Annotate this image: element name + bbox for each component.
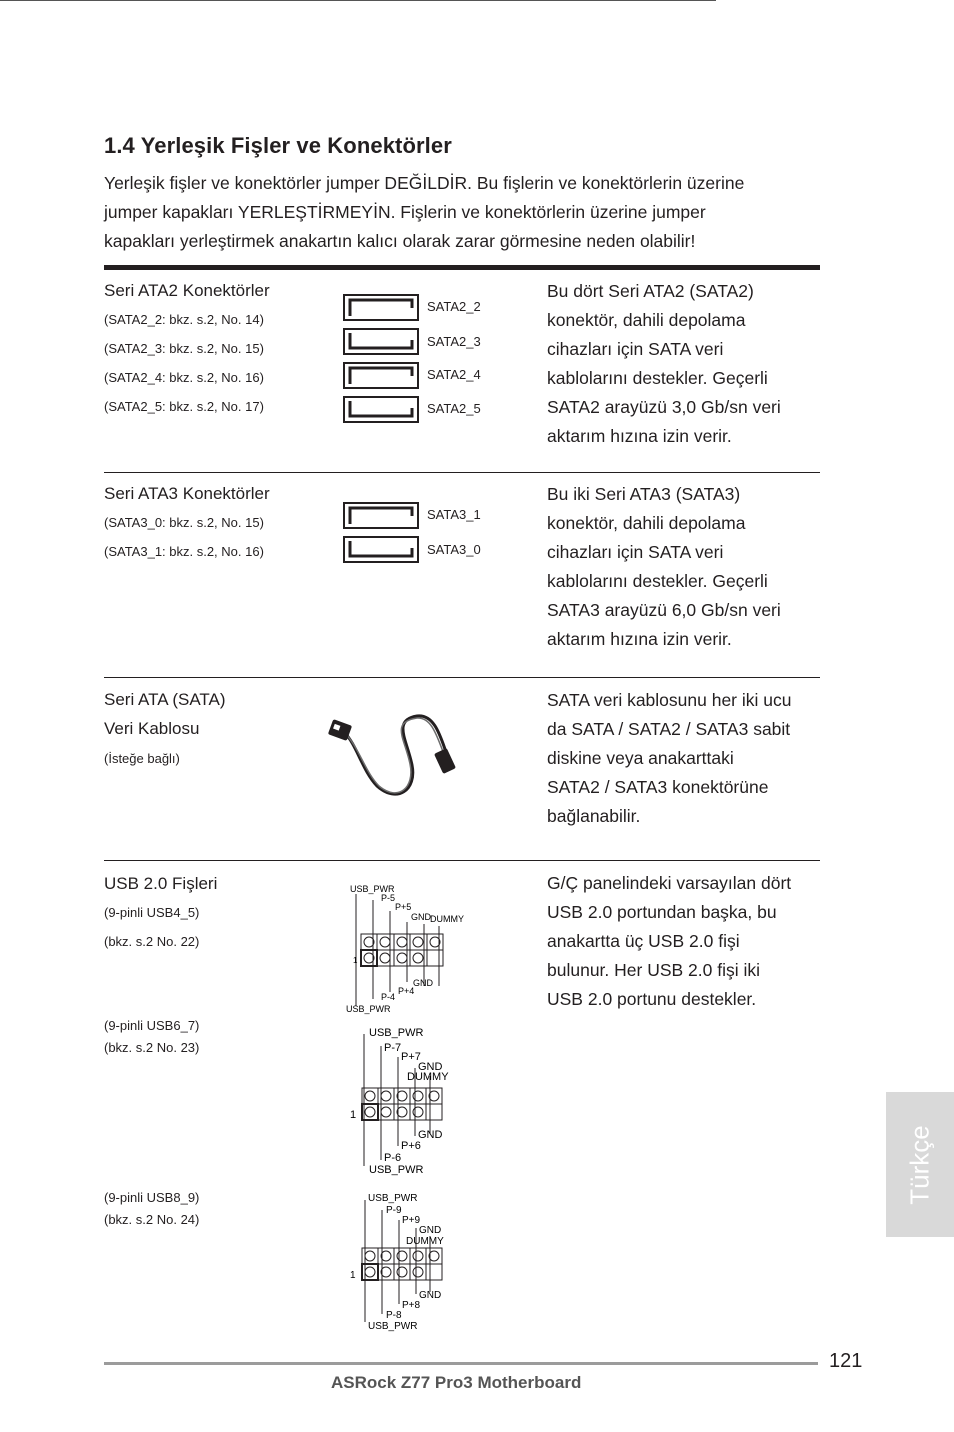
sata-connector-icon <box>344 329 418 354</box>
pin-label: GND <box>418 1061 443 1073</box>
desc-line: da SATA / SATA2 / SATA3 sabit <box>547 719 791 739</box>
sata2-title: Seri ATA2 Konektörler <box>104 281 270 300</box>
pin-label: P+7 <box>401 1051 421 1063</box>
cable-optional: (İsteğe bağlı) <box>104 751 180 766</box>
pin-label: P+8 <box>402 1300 421 1311</box>
desc-line: konektör, dahili depolama <box>547 310 746 330</box>
sata3-description <box>547 480 781 654</box>
pin-label: DUMMY <box>406 1236 444 1247</box>
sata-cable-icon <box>322 700 462 805</box>
sata2-ref: (SATA2_3: bkz. s.2, No. 15) <box>104 341 264 356</box>
usb-header-diagram-1 <box>344 882 479 1017</box>
section-title: 1.4 Yerleşik Fişler ve Konektörler <box>104 133 452 158</box>
section-divider <box>104 265 820 270</box>
pin-label: DUMMY <box>407 1071 449 1083</box>
desc-line: bağlanabilir. <box>547 806 641 826</box>
usb-ref-label: (bkz. s.2 No. 24) <box>104 1212 200 1227</box>
pin-label: GND <box>419 1225 442 1236</box>
pin-label: GND <box>419 1290 442 1301</box>
port-label: SATA3_0 <box>427 542 481 557</box>
top-rule <box>0 0 716 1</box>
desc-line: anakartta üç USB 2.0 fişi <box>547 931 740 951</box>
intro-line: jumper kapakları YERLEŞTİRMEYİN. Fişlerin ve konektörlerin üzerine jumper <box>104 202 706 222</box>
port-label: SATA3_1 <box>427 507 481 522</box>
port-label: SATA2_3 <box>427 334 481 349</box>
row-divider <box>104 472 820 473</box>
desc-line: SATA2 arayüzü 3,0 Gb/sn veri <box>547 397 781 417</box>
desc-line: SATA2 / SATA3 konektörüne <box>547 777 769 797</box>
sata2-ref: (SATA2_2: bkz. s.2, No. 14) <box>104 312 264 327</box>
desc-line: Bu iki Seri ATA3 (SATA3) <box>547 484 741 504</box>
pin-label: P-5 <box>381 893 396 903</box>
usb-title: USB 2.0 Fişleri <box>104 874 218 893</box>
usb-pwr-label: USB_PWR <box>350 884 395 894</box>
desc-line: USB 2.0 portunu destekler. <box>547 989 757 1009</box>
pin-label: GND <box>411 912 431 922</box>
usb-header-diagram-2 <box>344 1024 484 1179</box>
cable-subtitle: Veri Kablosu <box>104 719 200 738</box>
desc-line: kablolarını destekler. Geçerli <box>547 368 768 388</box>
page-number: 121 <box>829 1350 863 1372</box>
port-label: SATA2_4 <box>427 367 481 382</box>
desc-line: aktarım hızına izin verir. <box>547 426 732 446</box>
usb-description <box>547 869 791 1014</box>
desc-line: cihazları için SATA veri <box>547 542 724 562</box>
sata-connector-icon <box>344 503 418 528</box>
sata3-connectors-diagram <box>343 502 421 564</box>
pin-one-label: 1 <box>350 1270 356 1281</box>
desc-line: bulunur. Her USB 2.0 fişi iki <box>547 960 761 980</box>
usb-pwr-label: USB_PWR <box>369 1164 424 1176</box>
desc-line: kablolarını destekler. Geçerli <box>547 571 768 591</box>
pin-label: P-6 <box>384 1152 402 1164</box>
sata-connector-icon <box>344 363 418 388</box>
usb-pins-label: (9-pinli USB8_9) <box>104 1190 200 1205</box>
usb-pwr-label: USB_PWR <box>346 1004 391 1014</box>
desc-line: G/Ç panelindeki varsayılan dört <box>547 873 792 893</box>
intro-paragraph <box>104 169 824 256</box>
port-label: SATA2_5 <box>427 401 481 416</box>
pin-label: P+9 <box>402 1215 421 1226</box>
usb-header-diagram-3 <box>344 1188 484 1333</box>
cable-description <box>547 686 791 831</box>
desc-line: Bu dört Seri ATA2 (SATA2) <box>547 281 754 301</box>
usb-ref-label: (bkz. s.2 No. 23) <box>104 1040 200 1055</box>
pin-label: P-9 <box>386 1205 402 1216</box>
sata2-ref: (SATA2_5: bkz. s.2, No. 17) <box>104 399 264 414</box>
pin-label: P-4 <box>381 992 396 1002</box>
sata2-connectors-diagram <box>343 294 421 424</box>
usb-pins-label: (9-pinli USB4_5) <box>104 905 200 920</box>
row-divider <box>104 860 820 861</box>
footer-rule <box>104 1362 818 1365</box>
desc-line: USB 2.0 portundan başka, bu <box>547 902 777 922</box>
pin-label: P+4 <box>398 986 415 996</box>
pin-label: GND <box>418 1129 443 1141</box>
sata3-title: Seri ATA3 Konektörler <box>104 484 270 503</box>
intro-line: Yerleşik fişler ve konektörler jumper DEĞİLDİR. Bu fişlerin ve konektörlerin üzerine <box>104 173 745 193</box>
row-divider <box>104 677 820 678</box>
language-tab-label: Türkçe <box>904 1124 935 1205</box>
desc-line: diskine veya anakarttaki <box>547 748 734 768</box>
sata3-ref: (SATA3_1: bkz. s.2, No. 16) <box>104 544 264 559</box>
intro-line: kapakları yerleştirmek anakartın kalıcı olarak zarar görmesine neden olabilir! <box>104 231 696 251</box>
pin-label: DUMMY <box>430 914 464 924</box>
desc-line: aktarım hızına izin verir. <box>547 629 732 649</box>
pin-label: P-7 <box>384 1042 402 1054</box>
desc-line: cihazları için SATA veri <box>547 339 724 359</box>
usb-pins-label: (9-pinli USB6_7) <box>104 1018 200 1033</box>
footer-title: ASRock Z77 Pro3 Motherboard <box>331 1373 582 1392</box>
desc-line: konektör, dahili depolama <box>547 513 746 533</box>
pin-one-label: 1 <box>350 1109 357 1121</box>
pin-one-label: 1 <box>353 956 358 965</box>
usb-pwr-label: USB_PWR <box>369 1027 424 1039</box>
sata2-description <box>547 277 781 451</box>
pin-label: GND <box>413 978 433 988</box>
desc-line: SATA veri kablosunu her iki ucu <box>547 690 792 710</box>
language-tab <box>886 1092 954 1237</box>
sata2-ref: (SATA2_4: bkz. s.2, No. 16) <box>104 370 264 385</box>
port-label: SATA2_2 <box>427 299 481 314</box>
pin-label: P-8 <box>386 1310 402 1321</box>
desc-line: SATA3 arayüzü 6,0 Gb/sn veri <box>547 600 781 620</box>
sata-connector-icon <box>344 295 418 320</box>
pin-label: P+5 <box>395 902 412 912</box>
pin-label: P+6 <box>401 1140 421 1152</box>
sata3-ref: (SATA3_0: bkz. s.2, No. 15) <box>104 515 264 530</box>
usb-ref-label: (bkz. s.2 No. 22) <box>104 934 200 949</box>
sata-connector-icon <box>344 397 418 422</box>
usb-pwr-label: USB_PWR <box>368 1321 418 1332</box>
cable-title: Seri ATA (SATA) <box>104 690 226 709</box>
sata-connector-icon <box>344 537 418 562</box>
usb-pwr-label: USB_PWR <box>368 1193 418 1204</box>
